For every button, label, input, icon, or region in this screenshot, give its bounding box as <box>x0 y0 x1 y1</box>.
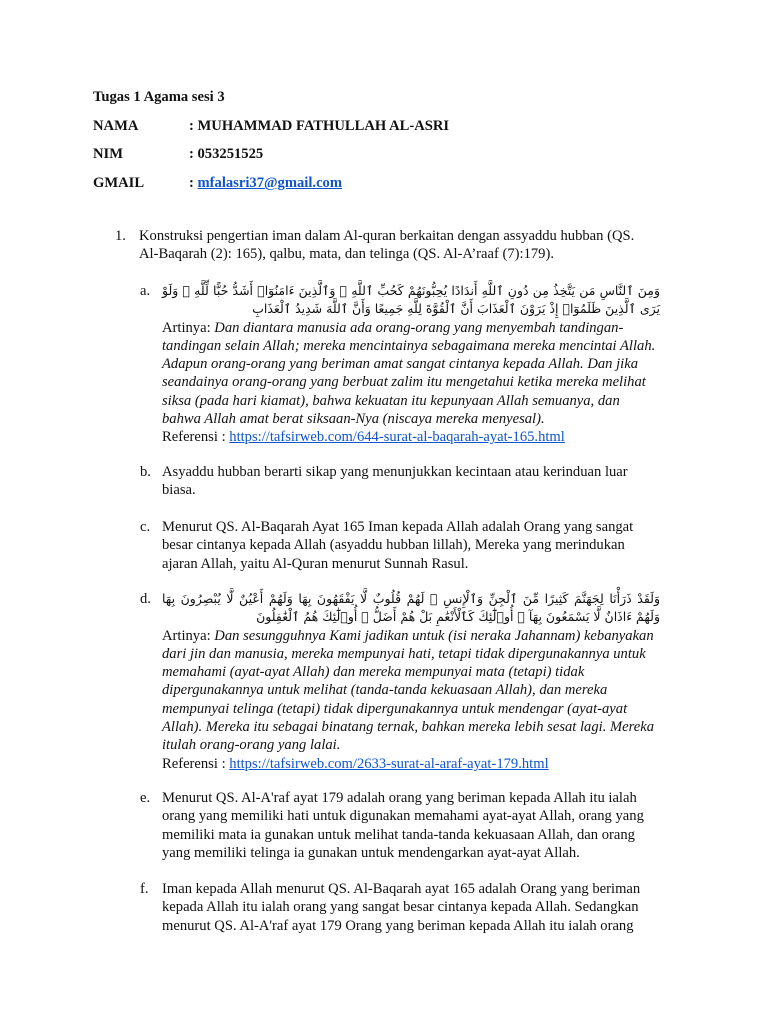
item-text: Iman kepada Allah menurut QS. Al-Baqarah ayat 165 adalah Orang yang beriman kepada Allah itu ialah orang yang sangat besar cintanya kepada Allah. Sedangkan menurut QS. Al-A'raf ayat 179 Orang yang beriman kepada Allah itu ialah orang <box>162 881 641 934</box>
item-text: Asyaddu hubban berarti sikap yang menunjukkan kecintaan atau kerinduan luar biasa. <box>162 464 628 499</box>
item-f <box>140 880 660 935</box>
document-title: Tugas 1 Agama sesi 3 <box>93 89 225 105</box>
field-gmail <box>93 174 342 192</box>
item-letter: b. <box>140 464 151 480</box>
item-letter: c. <box>140 519 151 535</box>
translation <box>162 319 660 429</box>
item-a <box>140 282 660 447</box>
arabic-verse: وَمِنَ ٱلنَّاسِ مَن يَتَّخِذُ مِن دُونِ ٱللَّهِ أَندَادًا يُحِبُّونَهُمْ كَحُبِّ ٱللَّهِ ۖ وَٱلَّذِينَ ءَامَنُوٓا۟ أَشَدُّ حُبًّا لِّلَّهِ ۗ وَلَوْ يَرَى ٱلَّذِينَ ظَلَمُوٓا۟ إِذْ يَرَوْنَ ٱلْعَذَابَ أَنَّ ٱلْقُوَّةَ لِلَّهِ جَمِيعًا وَأَنَّ ٱللَّهَ شَدِيدُ ٱلْعَذَابِ <box>162 283 660 317</box>
field-value: : MUHAMMAD FATHULLAH AL-ASRI <box>189 118 450 134</box>
item-b <box>140 463 660 500</box>
item-text: Menurut QS. Al-A'raf ayat 179 adalah orang yang beriman kepada Allah itu ialah orang yang memiliki hati untuk digunakan memahami ayat-ayat Allah, orang yang memiliki mata ia gunakan untuk melihat tanda-tanda kekuasaan Allah, dan orang yang memiliki telinga ia gunakan untuk mendengarkan ayat-ayat Allah. <box>162 790 644 861</box>
reference <box>162 428 660 446</box>
item-e <box>140 789 660 862</box>
field-label: NIM <box>93 146 123 162</box>
field-prefix: : <box>189 175 198 191</box>
field-value: : 053251525 <box>189 146 264 162</box>
field-label: GMAIL <box>93 175 145 191</box>
reference <box>162 755 660 773</box>
translation-label: Artinya: <box>162 627 215 644</box>
reference-link[interactable]: https://tafsirweb.com/644-surat-al-baqarah-ayat-165.html <box>229 429 565 446</box>
question-number: 1. <box>115 228 126 244</box>
translation-text: Dan sesungguhnya Kami jadikan untuk (isi neraka Jahannam) kebanyakan dari jin dan manusia, mereka mempunyai hati, tetapi tidak dipergunakannya untuk memahami (ayat-ayat Allah) dan mereka mempunyai mata (tetapi) tidak dipergunakannya untuk melihat (tanda-tanda kekuasaan Allah), dan mereka mempunyai telinga (tetapi) tidak dipergunakannya untuk mendengar (ayat-ayat Allah). Mereka itu sebagai binatang ternak, bahkan mereka lebih sesat lagi. Mereka itulah orang-orang yang lalai. <box>162 627 655 754</box>
item-letter: a. <box>140 283 151 299</box>
reference-label: Referensi : <box>162 755 230 772</box>
item-text: Menurut QS. Al-Baqarah Ayat 165 Iman kepada Allah adalah Orang yang sangat besar cintanya kepada Allah (asyaddu hubban lillah), Mereka yang merindukan ajaran Allah, yaitu Al-Quran menurut Sunnah Rasul. <box>162 519 634 572</box>
email-link[interactable]: mfalasri37@gmail.com <box>197 175 342 191</box>
question-1 <box>115 227 655 264</box>
reference-link[interactable]: https://tafsirweb.com/2633-surat-al-araf-ayat-179.html <box>229 755 549 772</box>
item-letter: f. <box>140 881 149 897</box>
question-text: Konstruksi pengertian iman dalam Al-quran berkaitan dengan assyaddu hubban (QS. Al-Baqarah (2): 165), qalbu, mata, dan telinga (QS. Al-A’raaf (7):179). <box>139 228 635 263</box>
reference-label: Referensi : <box>162 429 230 446</box>
arabic-verse: وَلَقَدْ ذَرَأْنَا لِجَهَنَّمَ كَثِيرًا مِّنَ ٱلْجِنِّ وَٱلْإِنسِ ۖ لَهُمْ قُلُوبٌ لَّا يَفْقَهُونَ بِهَا وَلَهُمْ أَعْيُنٌ لَّا يُبْصِرُونَ بِهَا وَلَهُمْ ءَاذَانٌ لَّا يَسْمَعُونَ بِهَآ ۚ أُو۟لَٰٓئِكَ كَٱلْأَنْعَٰمِ بَلْ هُمْ أَضَلُّ ۚ أُو۟لَٰٓئِكَ هُمُ ٱلْغَٰفِلُونَ <box>162 591 660 625</box>
item-c <box>140 518 660 573</box>
field-nim <box>93 145 263 163</box>
field-label: NAMA <box>93 118 139 134</box>
translation-text: Dan diantara manusia ada orang-orang yang menyembah tandingan-tandingan selain Allah; mereka mencintainya sebagaimana mereka mencintai Allah. Adapun orang-orang yang beriman amat sangat cintanya kepada Allah. Dan jika seandainya orang-orang yang berbuat zalim itu mengetahui ketika mereka melihat siksa (pada hari kiamat), bahwa kekuatan itu kepunyaan Allah semuanya, dan bahwa Allah amat berat siksaan-Nya (niscaya mereka menyesal). <box>162 319 656 428</box>
translation <box>162 627 660 755</box>
translation-label: Artinya: <box>162 319 215 336</box>
item-letter: d. <box>140 591 151 607</box>
item-d <box>140 590 660 773</box>
item-letter: e. <box>140 790 151 806</box>
field-nama <box>93 117 449 135</box>
